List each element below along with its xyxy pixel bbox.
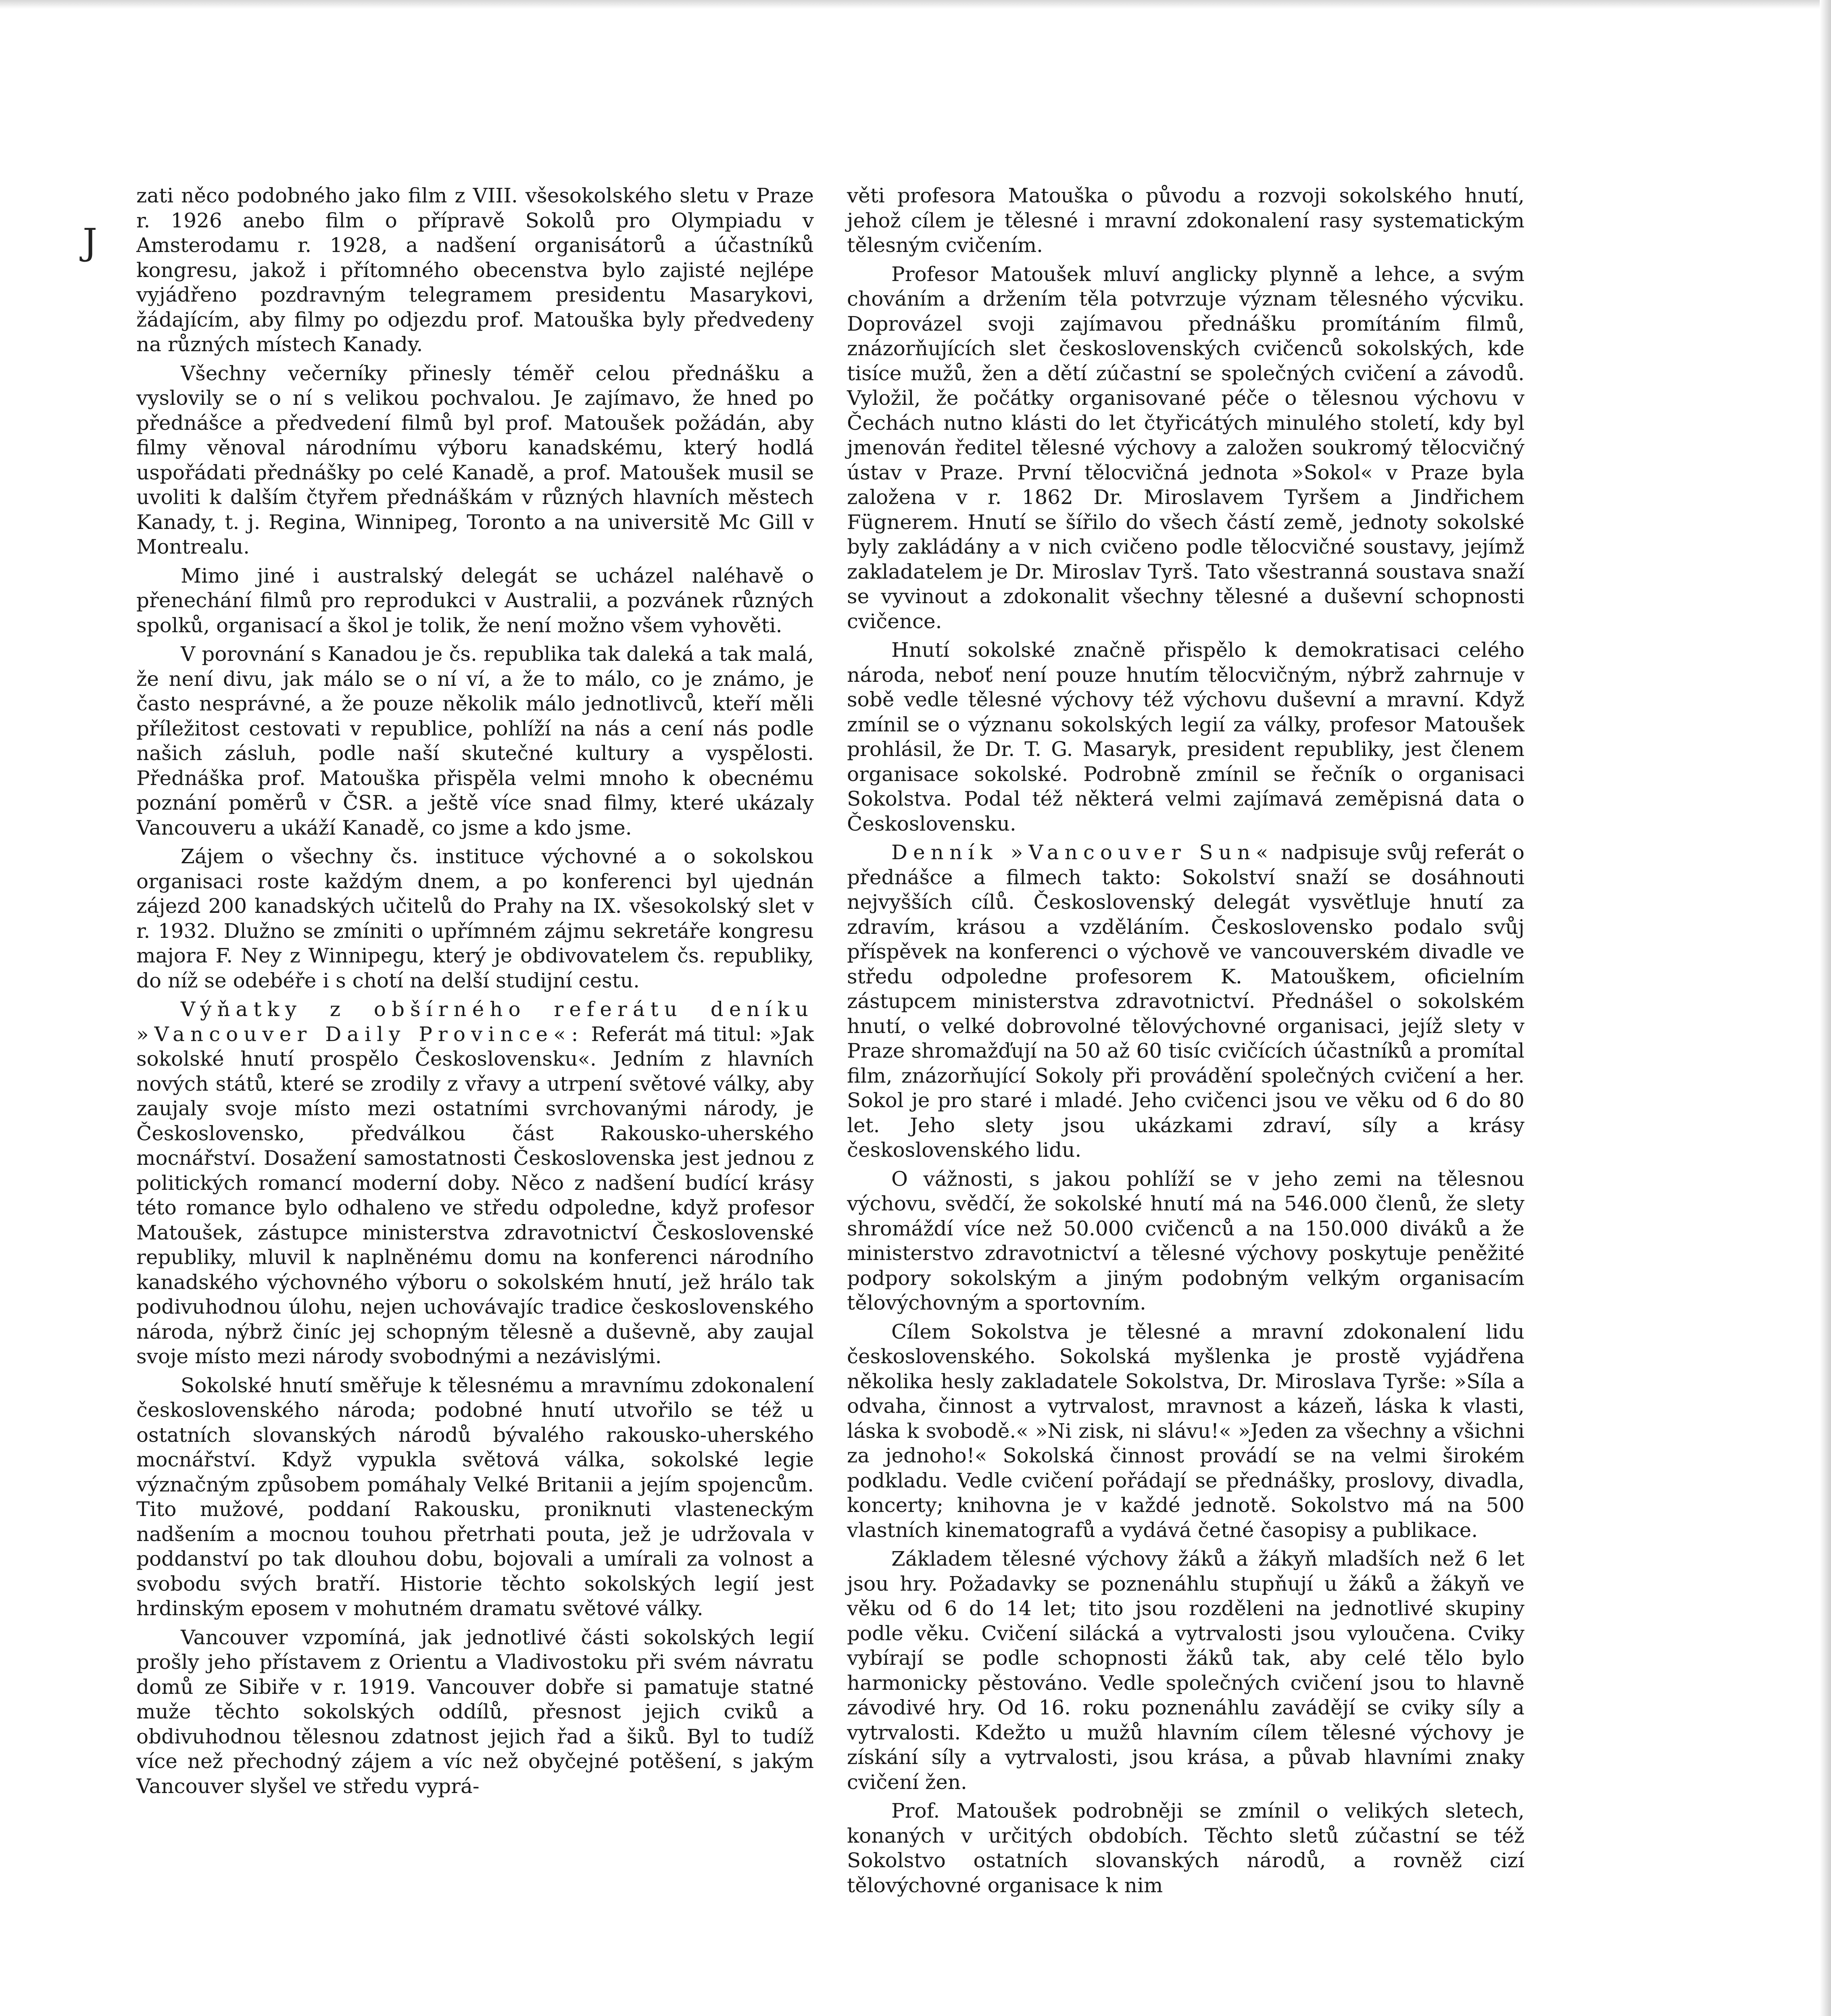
left-column: [136, 183, 814, 1803]
paragraph-text: Referát má titul: »Jak sokolské hnutí prospělo Československu«. Jedním z hlavních nových států, které se zrodily z vřavy a utrpení světové války, aby zaujaly svoje místo mezi ostatními svrchovanými národy, je Československo, předválkou část Rakousko-uherského mocnářství. Dosažení samostatnosti Československa jest jednou z politických romancí moderní doby. Něco z nadšení budící krásy této romance bylo odhaleno ve středu odpoledne, když profesor Matoušek, zástupce ministerstva zdravotnictví Československé republiky, mluvil k naplněnému domu na konferenci národního kanadského výchovného výboru o sokolském hnutí, jež hrálo tak podivuhodnou úlohu, nejen uchovávajíc tradice československého národa, nýbrž činíc jej schopným tělesně a duševně, aby zaujal svoje místo mezi národy svobodnými a nezávislými.: [136, 1022, 814, 1368]
paragraph: Cílem Sokolstva je tělesné a mravní zdokonalení lidu československého. Sokolská myšlenka je prostě vyjádřena několika hesly zakladatele Sokolstva, Dr. Miroslava Tyrše: »Síla a odvaha, činnost a vytrvalost, mravnost a kázeň, láska k vlasti, láska k svobodě.« »Ni zisk, ni slávu!« »Jeden za všechny a všichni za jednoho!« Sokolská činnost provádí se na velmi širokém podkladu. Vedle cvičení pořádají se přednášky, proslovy, divadla, koncerty; knihovna je v každé jednotě. Sokolstvo má na 500 vlastních kinematografů a vydává četné časopisy a publikace.: [847, 1320, 1524, 1542]
paragraph: Všechny večerníky přinesly téměř celou přednášku a vyslovily se o ní s velikou pochvalou. Je zajímavo, že hned po přednášce a předvedení filmů byl prof. Matoušek požádán, aby filmy věnoval národnímu výboru kanadskému, který hodlá uspořádati přednášky po celé Kanadě, a prof. Matoušek musil se uvoliti k dalším čtyřem přednáškám v různých hlavních městech Kanady, t. j. Regina, Winnipeg, Toronto a na universitě Mc Gill v Montrealu.: [136, 361, 814, 558]
spaced-heading: Denník »Vancouver Sun«: [891, 841, 1274, 864]
spaced-heading: Výňatky z obšírného referátu deníku »Vancouver Daily Province«:: [136, 998, 814, 1046]
paragraph: Základem tělesné výchovy žáků a žákyň mladších než 6 let jsou hry. Požadavky se poznenáhlu stupňují u žáků a žákyň ve věku od 6 do 14 let; tito jsou rozděleni na jednotlivé skupiny podle věku. Cvičení silácká a vytrvalosti jsou vyloučena. Cviky vybírají se podle schopnosti žáků tak, aby celé tělo bylo harmonicky pěstováno. Vedle společných cvičení jsou to hlavně závodivé hry. Od 16. roku poznenáhlu zavádějí se cviky síly a vytrvalosti. Kdežto u mužů hlavním cílem tělesné výchovy je získání síly a vytrvalosti, jsou krása, a půvab hlavními znaky cvičení žen.: [847, 1547, 1524, 1794]
paragraph: O vážnosti, s jakou pohlíží se v jeho zemi na tělesnou výchovu, svědčí, že sokolské hnutí má na 546.000 členů, že slety shromáždí více než 50.000 cvičenců a na 150.000 diváků a že ministerstvo zdravotnictví a tělesné výchovy poskytuje peněžité podpory sokolským a jiným podobným velkým organisacím tělovýchovným a sportovním.: [847, 1167, 1524, 1314]
paragraph: Prof. Matoušek podrobněji se zmínil o velikých sletech, konaných v určitých obdobích. Těchto sletů zúčastní se též Sokolstvo ostatních slovanských národů, a rovněž cizí tělovýchovné organisace k nim: [847, 1799, 1524, 1897]
paragraph: Zájem o všechny čs. instituce výchovné a o sokolskou organisaci roste každým dnem, a po konferenci byl ujednán zájezd 200 kanadských učitelů do Prahy na IX. všesokolský slet v r. 1932. Dlužno se zmíniti o upřímném zájmu sekretáře kongresu majora F. Ney z Winnipegu, který je obdivovatelem čs. republiky, do níž se odebéře i s chotí na delší studijní cestu.: [136, 845, 814, 992]
paragraph: Vancouver vzpomíná, jak jednotlivé části sokolských legií prošly jeho přístavem z Orientu a Vladivostoku při svém návratu domů ze Sibiře v r. 1919. Vancouver dobře si pamatuje statné muže těchto sokolských oddílů, přesnost jejich cviků a obdivuhodnou tělesnou zdatnost jejich řad a šiků. Byl to tudíž více než přechodný zájem a víc než obyčejné potěšení, s jakým Vancouver slyšel ve středu vyprá-: [136, 1625, 814, 1798]
scan-edge-right: [1820, 0, 1831, 2016]
paragraph: [847, 840, 1524, 1163]
paragraph: zati něco podobného jako film z VIII. všesokolského sletu v Praze r. 1926 anebo film o přípravě Sokolů pro Olympiadu v Amsterodamu r. 1928, a nadšení organisátorů a účastníků kongresu, jakož i přítomného obecenstva bylo zajisté nejlépe vyjádřeno pozdravným telegramem presidentu Masarykovi, žádajícím, aby filmy po odjezdu prof. Matouška byly předvedeny na různých místech Kanady.: [136, 184, 814, 356]
right-column: [847, 183, 1524, 1902]
margin-mark: J: [83, 221, 98, 263]
paragraph: Sokolské hnutí směřuje k tělesnému a mravnímu zdokonalení československého národa; podobné hnutí utvořilo se též u ostatních slovanských národů bývalého rakousko-uherského mocnářství. Když vypukla světová válka, sokolské legie význačným způsobem pomáhaly Velké Britanii a jejím spojencům. Tito mužové, poddaní Rakousku, proniknuti vlasteneckým nadšením a mocnou touhou přetrhati pouta, jež je udržovala v poddanství po tak dlouhou dobu, bojovali a umírali za volnost a svobodu svých bratří. Historie těchto sokolských legií jest hrdinským eposem v mohutném dramatu světové války.: [136, 1373, 814, 1620]
paragraph: věti profesora Matouška o původu a rozvoji sokolského hnutí, jehož cílem je tělesné i mravní zdokonalení rasy systematickým tělesným cvičením.: [847, 184, 1524, 257]
paragraph: Profesor Matoušek mluví anglicky plynně a lehce, a svým chováním a držením těla potvrzuje význam tělesného výcviku. Doprovázel svoji zajímavou přednášku promítáním filmů, znázorňujících slet československých cvičenců sokolských, kde tisíce mužů, žen a dětí zúčastní se společných cvičení a závodů. Vyložil, že počátky organisované péče o tělesnou výchovu v Čechách nutno klásti do let čtyřicátých minulého století, kdy byl jmenován ředitel tělesné výchovy a založen soukromý tělocvičný ústav v Praze. První tělocvičná jednota »Sokol« v Praze byla založena v r. 1862 Dr. Miroslavem Tyršem a Jindřichem Fügnerem. Hnutí se šířilo do všech částí země, jednoty sokolské byly zakládány a v nich cvičeno podle tělocvičné soustavy, jejímž zakladatelem je Dr. Miroslav Tyrš. Tato všestranná soustava snaží se vyvinout a zdokonalit všechny tělesné a duševní schopnosti cvičence.: [847, 262, 1524, 633]
paragraph: Hnutí sokolské značně přispělo k demokratisaci celého národa, neboť není pouze hnutím tělocvičným, nýbrž zahrnuje v sobě vedle tělesné výchovy též výchovu duševní a mravní. Když zmínil se o význanu sokolských legií za války, profesor Matoušek prohlásil, že Dr. T. G. Masaryk, president republiky, jest členem organisace sokolské. Podrobně zmínil se řečník o organisaci Sokolstva. Podal též některá velmi zajímavá zeměpisná data o Československu.: [847, 638, 1524, 835]
paragraph: [136, 997, 814, 1369]
paragraph: V porovnání s Kanadou je čs. republika tak daleká a tak malá, že není divu, jak málo se o ní ví, a že to málo, co je známo, je často nesprávné, a že pouze několik málo jednotlivců, kteří měli příležitost cestovati v republice, pohlíží na nás a cení nás podle našich zásluh, podle naší skutečné kultury a vyspělosti. Přednáška prof. Matouška přispěla velmi mnoho k obecnému poznání poměrů v ČSR. a ještě více snad filmy, které ukázaly Vancouveru a ukáží Kanadě, co jsme a kdo jsme.: [136, 642, 814, 839]
paragraph: Mimo jiné i australský delegát se ucházel naléhavě o přenechání filmů pro reprodukci v Australii, a pozvánek různých spolků, organisací a škol je tolik, že není možno všem vyhověti.: [136, 564, 814, 637]
paragraph-text: nadpisuje svůj referát o přednášce a filmech takto: Sokolství snaží se dosáhnouti nejvyšších cílů. Československý delegát vysvětluje hnutí za zdravím, krásou a vzděláním. Československo podalo svůj příspěvek na konferenci o výchově ve vancouverském divadle ve středu odpoledne profesorem K. Matouškem, oficielním zástupcem ministerstva zdravotnictví. Přednášel o sokolském hnutí, o velké dobrovolné tělovýchovné organisaci, jejíž slety v Praze shromažďují na 50 až 60 tisíc cvičících účastníků a promítal film, znázorňující Sokoly při provádění společných cvičení a her. Sokol je pro staré i mladé. Jeho cvičenci jsou ve věku od 6 do 80 let. Jeho slety jsou ukázkami zdraví, síly a krásy československého lidu.: [847, 841, 1524, 1162]
scan-edge-top: [0, 0, 1831, 9]
